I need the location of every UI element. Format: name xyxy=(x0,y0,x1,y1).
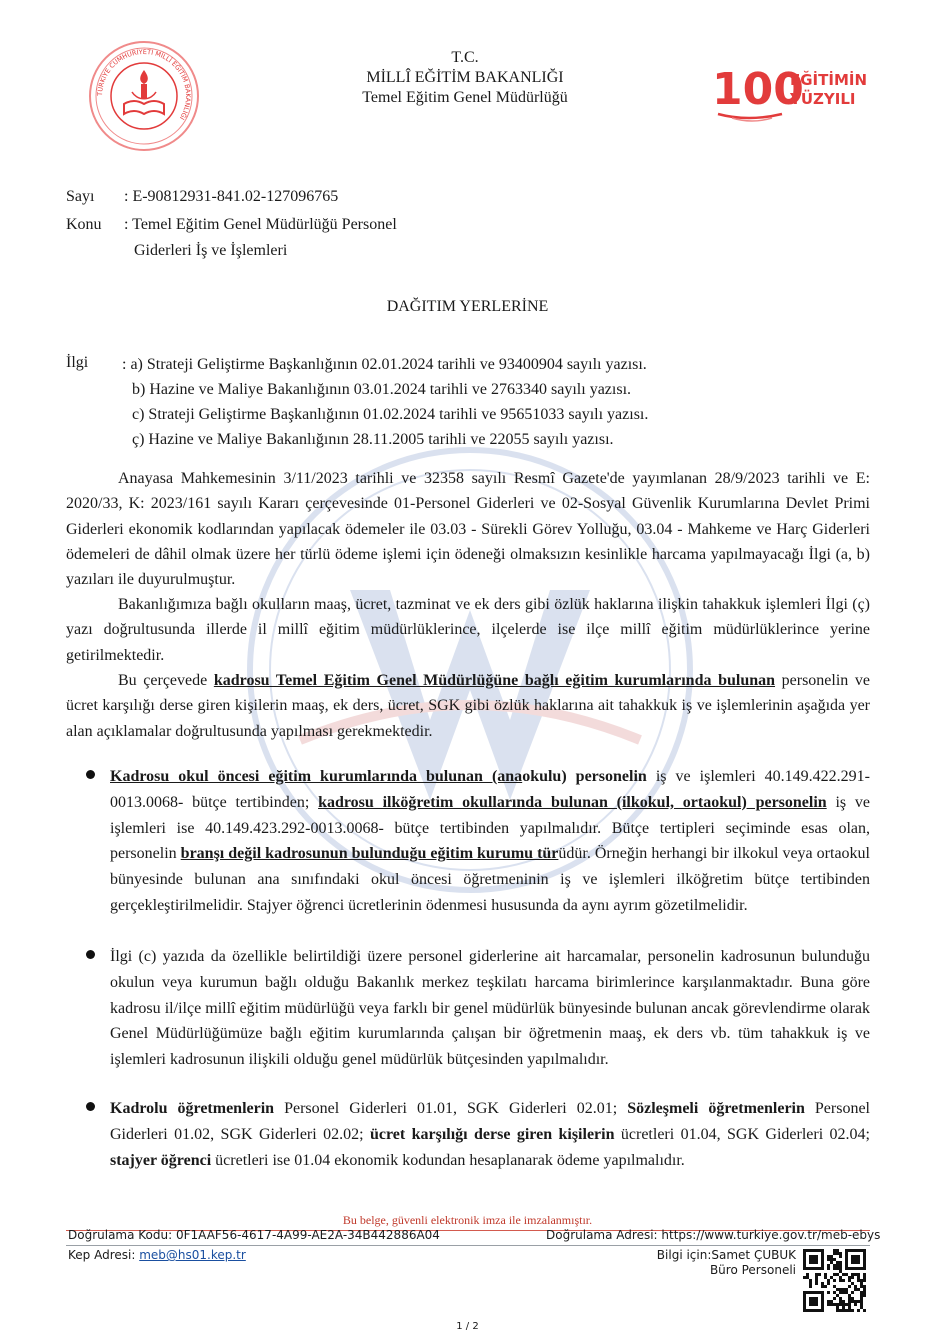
b3-part1: Kadrolu öğretmenlerin xyxy=(110,1100,275,1117)
b3-part4: Personel Giderleri 01.02, SGK Giderleri 02.02; xyxy=(110,1100,871,1143)
kep-link[interactable]: meb@hs01.kep.tr xyxy=(139,1248,246,1262)
paragraph-2: Bakanlığımıza bağlı okulların maaş, ücret, tazminat ve ek ders gibi özlük haklarına ilişkin tahakkuk işlemleri İlgi (ç) yazı doğrultusunda illerde il millî eğitim müdürlüklerince, ilçelerde ise ilçe millî eğitim müdürlüklerince yerine getirilmektedir. xyxy=(66,596,870,664)
sayi-value: : E-90812931-841.02-127096765 xyxy=(124,188,339,205)
b1-part2: okulu) xyxy=(522,768,567,785)
b2-text: İlgi (c) yazıda da özellikle belirtildiği üzere personel giderlerine ait harcamalar, personelin kadrosunun bulunduğu okulun veya kurumun bağlı olduğu Bakanlık merkez teşkilatı harcama birimlerince karşılanmaktadır. Buna göre kadrosu il/ilçe millî eğitim müdürlüğü veya farklı bir genel müdürlük bünyesinde bulunan ancak görevlendirme olarak Genel Müdürlüğümüze bağlı eğitim kurumlarında çalışan bir öğretmenin maaş, ek ders vb. tüm tahakkuk iş ve işlemleri kadrosunun ilişkili olduğu genel müdürlük bütçesinden yapılmalıdır. xyxy=(110,948,870,1069)
qr-code-icon xyxy=(803,1249,866,1312)
ilgi-item-c: c) Strateji Geliştirme Başkanlığının 01.02.2024 tarihli ve 95651033 sayılı yazısı. xyxy=(132,406,649,423)
b1-part5: kadrosu ilköğretim okullarında bulunan (ilkokul, ortaokul) personelin xyxy=(318,793,827,811)
seal-arc-text: TÜRKİYE CUMHURİYETİ MİLLÎ EĞİTİM BAKANLIĞI xyxy=(95,47,193,122)
bullet-item-1 xyxy=(88,764,870,919)
letterhead xyxy=(250,48,680,108)
contact-title: Büro Personeli xyxy=(709,1263,796,1277)
bullet-item-2 xyxy=(88,944,870,1073)
bullet-dot-icon xyxy=(86,950,95,959)
b3-part8: ücretleri ise 01.04 ekonomik kodundan hesaplanarak ödeme yapılmalıdır. xyxy=(211,1151,685,1169)
konu-value-line1: : Temel Eğitim Genel Müdürlüğü Personel xyxy=(124,216,397,233)
ilgi-item-cc: ç) Hazine ve Maliye Bakanlığının 28.11.2005 tarihli ve 22055 sayılı yazısı. xyxy=(132,431,614,448)
ilgi-label: İlgi xyxy=(66,354,89,371)
logo-word-2: YÜZYILI xyxy=(790,90,856,108)
paragraph-3-emphasis: kadrosu Temel Eğitim Genel Müdürlüğüne bağlı eğitim kurumlarında bulunan xyxy=(213,672,776,689)
paragraph-1: Anayasa Mahkemesinin 3/11/2023 tarihli ve 32358 sayılı Resmî Gazete'de yayımlanan 28/9/2023 tarihli ve E: 2020/33, K: 2023/161 sayılı Kararı çerçevesinde 01-Personel Giderleri ve 02-Sosyal Güvenlik Kurumlarına Devlet Primi Giderleri ekonomik kodlarından yapılacak ödemeler ile 03.03 - Sürekli Görev Yolluğu, 03.04 - Mahkeme ve Harç Giderleri ödemeleri de dâhil olmak üzere her türlü ödeme işlemi için ödeneği olmaksızın kesinlikle harcama yapılmayacağı İlgi (a, b) yazıları ile duyurulmuştur. xyxy=(66,470,870,589)
konu-row xyxy=(66,212,397,238)
paragraph-3 xyxy=(66,668,870,744)
ilgi-item-b: b) Hazine ve Maliye Bakanlığının 03.01.2024 tarihli ve 2763340 sayılı yazısı. xyxy=(132,381,632,398)
contact-info xyxy=(560,1248,796,1278)
logo-number: 100 xyxy=(712,64,804,115)
kep-label: Kep Adresi: xyxy=(68,1248,140,1262)
ilgi-item-a: : a) Strateji Geliştirme Başkanlığının 02.01.2024 tarihli ve 93400904 sayılı yazısı. xyxy=(122,356,647,373)
header-line-ministry: MİLLÎ EĞİTİM BAKANLIĞI xyxy=(366,69,564,86)
b1-part1: Kadrosu okul öncesi eğitim kurumlarında bulunan (ana xyxy=(110,768,523,785)
b3-part2: Personel Giderleri 01.01, SGK Giderleri 02.01; xyxy=(274,1100,628,1117)
ministry-seal-logo xyxy=(88,40,200,152)
b1-part6: iş ve işlemleri ise 40.149.423.292-0013.0068- bütçe tertibinden yapılmalıdır. Bütçe tertipleri seçiminde esas olan, personelin xyxy=(110,793,871,863)
logo-word-1: EĞİTİMİN xyxy=(790,71,868,89)
b3-part3: Sözleşmeli öğretmenlerin xyxy=(627,1100,805,1117)
bullet-dot-icon xyxy=(86,1102,95,1111)
b3-part6: ücretleri 01.04, SGK Giderleri 02.04; xyxy=(614,1125,870,1143)
verification-address[interactable]: Doğrulama Adresi: https://www.turkiye.gov.tr/meb-ebys xyxy=(546,1228,881,1242)
education-century-logo xyxy=(712,60,877,130)
b1-part4: iş ve işlemleri 40.149.422.291-0013.0068- bütçe tertibinden; xyxy=(110,768,871,811)
ilgi-list xyxy=(122,352,647,452)
sayi-row xyxy=(66,184,339,210)
konu-label: Konu xyxy=(66,216,102,233)
header-line-directorate: Temel Eğitim Genel Müdürlüğü xyxy=(362,89,568,106)
b3-part7: stajyer öğrenci xyxy=(110,1151,212,1169)
footer-divider-2 xyxy=(66,1245,870,1246)
esignature-note: Bu belge, güvenli elektronik imza ile imzalanmıştır. xyxy=(342,1213,593,1227)
kep-address xyxy=(68,1248,246,1262)
contact-name: Bilgi için:Samet ÇUBUK xyxy=(656,1248,796,1262)
paragraph-3-end: personelin ve ücret karşılığı derse giren kişilerin maaş, ek ders, ücret, SGK gibi özlük haklarına ait tahakkuk iş ve işlemlerinin aşağıda yer alan açıklamalar doğrultusunda yapılması gerekmektedir. xyxy=(66,672,871,740)
sayi-label: Sayı xyxy=(66,188,95,205)
recipient-heading: DAĞITIM YERLERİNE xyxy=(386,298,549,315)
b1-part8: üdür. Örneğin herhangi bir ilkokul veya ortaokul bünyesinde bulunan ana sınıfındaki okul öncesi öğretmeninin iş ve işlemleri ilköğretim bütçe tertibinden gerçekleştirilmelidir. Stajyer öğrenci ücretlerinin ödenmesi hususunda da aynı ayrım gözetilmelidir. xyxy=(110,845,870,914)
verification-code: Doğrulama Kodu: 0F1AAF56-4617-4A99-AE2A-34B442886A04 xyxy=(68,1228,440,1242)
bullet-dot-icon xyxy=(86,770,95,779)
bullet-item-3 xyxy=(88,1096,870,1173)
header-line-tc: T.C. xyxy=(451,49,479,66)
b1-part7: branşı değil kadrosunun bulunduğu eğitim kurumu tür xyxy=(180,845,559,863)
konu-value-line2: Giderleri İş ve İşlemleri xyxy=(134,242,288,259)
b1-part3: personelin xyxy=(566,768,647,785)
b3-part5: ücret karşılığı derse giren kişilerin xyxy=(369,1125,615,1143)
paragraph-3-start: Bu çerçevede xyxy=(118,672,214,689)
page-number: 1 / 2 xyxy=(456,1321,479,1332)
